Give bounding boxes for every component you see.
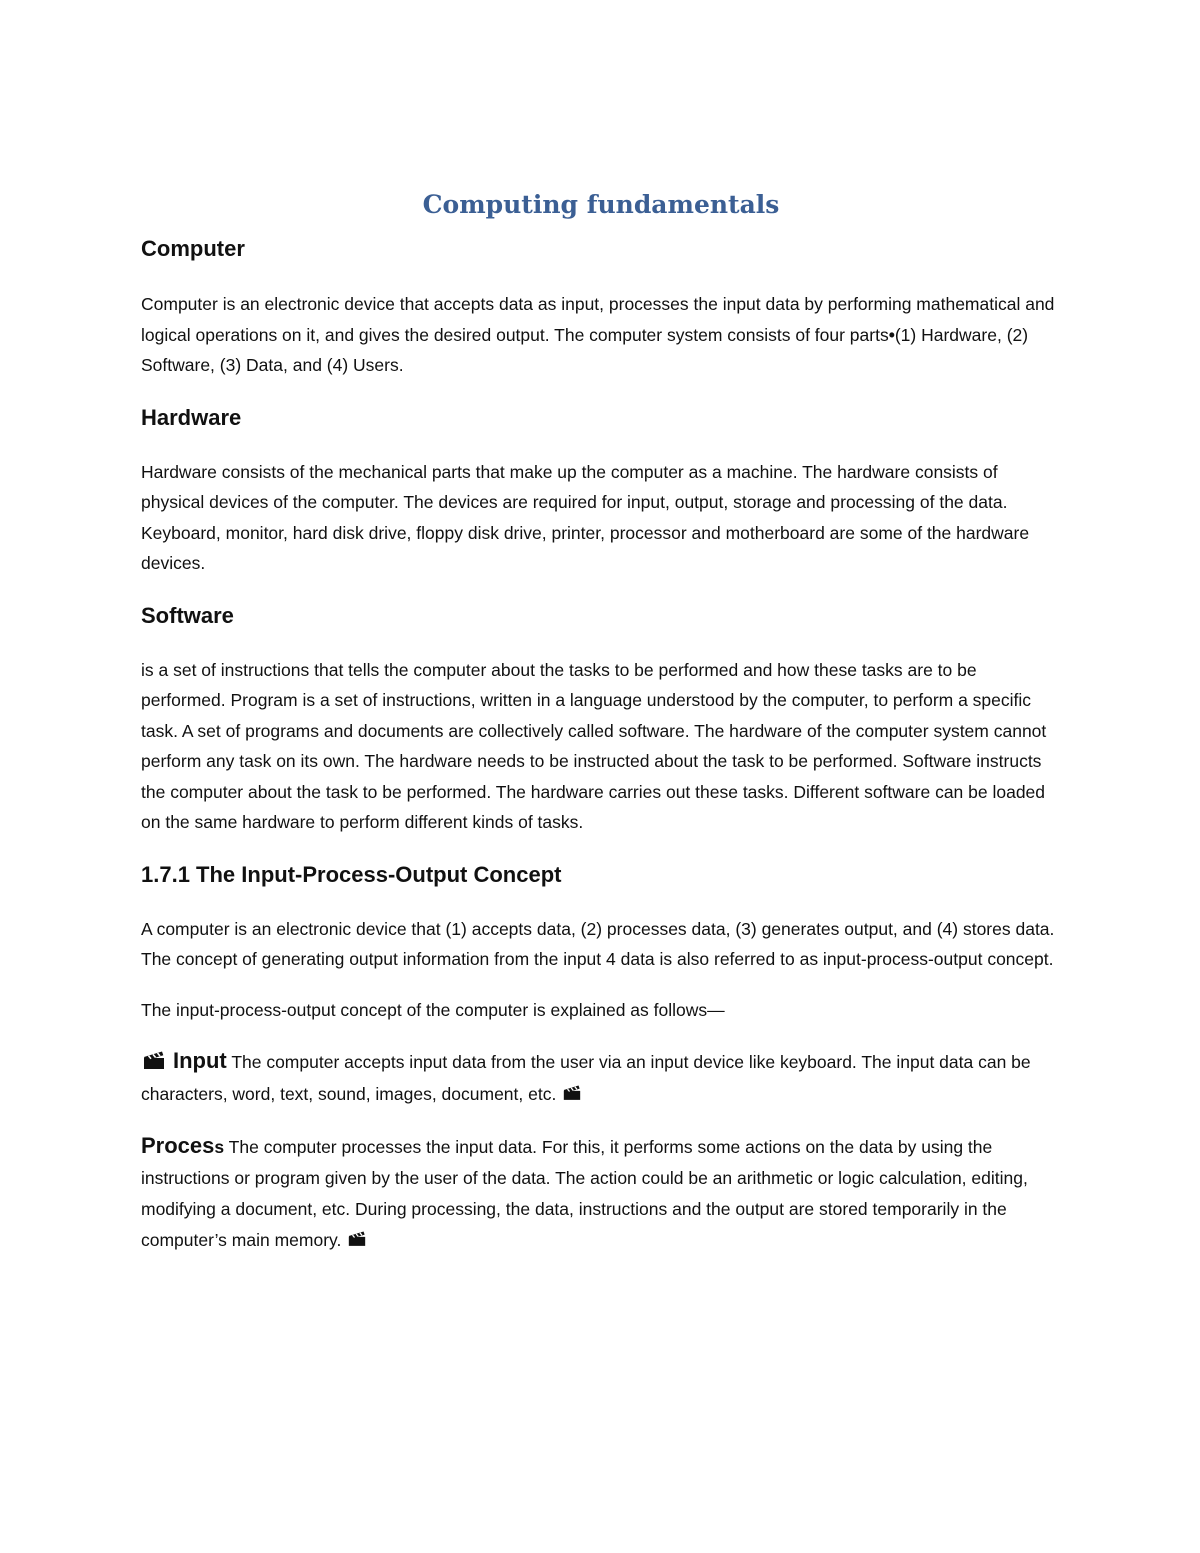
- list-item-input: [141, 1045, 1061, 1110]
- process-text: The computer processes the input data. For this, it performs some actions on the data by using the instructions or program given by the user of the data. The action could be an arithmetic or logic calculation, editing, modifying a document, etc. During processing, the data, instructions and the output are stored temporarily in the computer’s main memory.: [141, 1137, 1028, 1250]
- document-title: Computing fundamentals: [422, 190, 780, 219]
- paragraph-computer-text-a: Computer is an electronic device that accepts data as input, processes the input data by performing mathematical and logical operations on it, and gives the desired output. The computer system consists of four parts: [141, 294, 1055, 345]
- process-lead-main: Proces: [141, 1133, 215, 1158]
- clapperboard-icon: [348, 1230, 366, 1247]
- process-lead: [141, 1133, 224, 1158]
- paragraph-computer-text-b: (1) Hardware, (2) Software, (3) Data, and (4) Users.: [141, 324, 1029, 375]
- input-lead: Input: [173, 1048, 227, 1073]
- heading-ipo: 1.7.1 The Input-Process-Output Concept: [141, 861, 562, 887]
- list-item-process: [141, 1130, 1061, 1256]
- process-lead-tail: s: [214, 1137, 225, 1157]
- document-page: [141, 188, 1061, 1256]
- clapperboard-icon: [143, 1050, 165, 1070]
- bullet-glyph: •: [888, 324, 895, 345]
- heading-hardware: Hardware: [141, 404, 242, 430]
- paragraph-ipo-intro: A computer is an electronic device that (1) accepts data, (2) processes data, (3) generates output, and (4) stores data. The concept of generating output information from the input 4 data is also referred to as input-process-output concept.: [141, 918, 1055, 969]
- paragraph-hardware: Hardware consists of the mechanical parts that make up the computer as a machine. The hardware consists of physical devices of the computer. The devices are required for input, output, storage and processing of the data. Keyboard, monitor, hard disk drive, floppy disk drive, printer, processor and motherboard are some of the hardware devices.: [141, 461, 1030, 573]
- paragraph-ipo-lead: The input-process-output concept of the computer is explained as follows—: [141, 999, 725, 1020]
- input-text: The computer accepts input data from the user via an input device like keyboard. The input data can be characters, word, text, sound, images, document, etc.: [141, 1052, 1031, 1104]
- heading-computer: Computer: [141, 236, 245, 261]
- clapperboard-icon: [563, 1084, 581, 1101]
- paragraph-computer: [141, 289, 1061, 381]
- heading-software: Software: [141, 602, 234, 628]
- paragraph-software: is a set of instructions that tells the computer about the tasks to be performed and how these tasks are to be performed. Program is a set of instructions, written in a language understood by the computer, to perform a specific task. A set of programs and documents are collectively called software. The hardware of the computer system cannot perform any task on its own. The hardware needs to be instructed about the task to be performed. Software instructs the computer about the task to be performed. The hardware carries out these tasks. Different software can be loaded on the same hardware to perform different kinds of tasks.: [141, 659, 1047, 832]
